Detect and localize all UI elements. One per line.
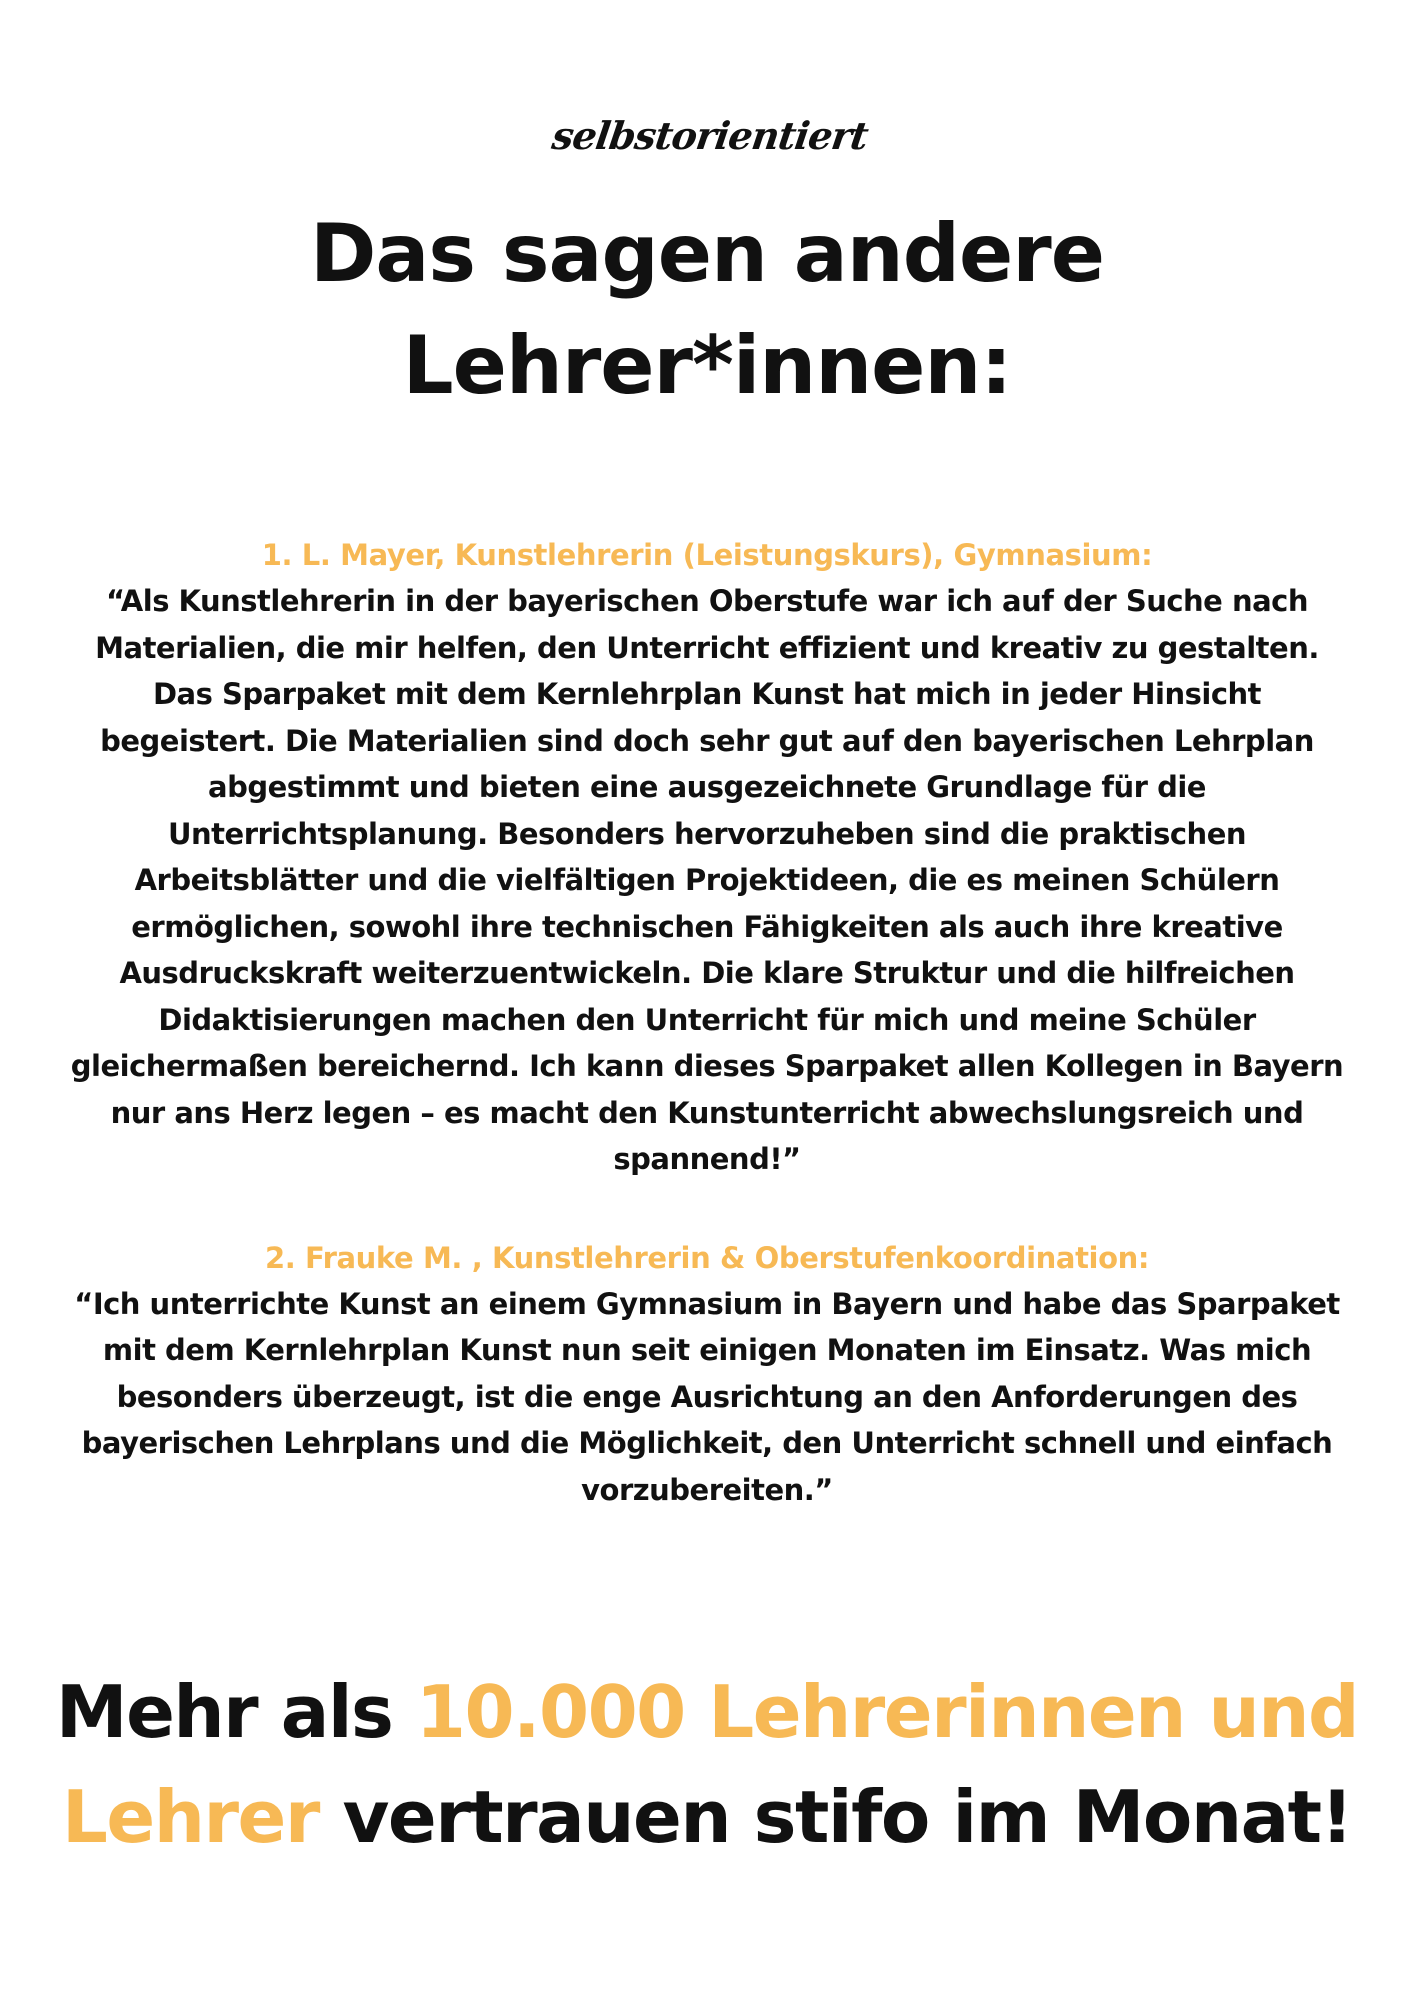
testimonial-divider-space <box>70 1183 1344 1235</box>
testimonial-author: 1. L. Mayer, Kunstlehrerin (Leistungskurs), Gymnasium: <box>261 538 1153 572</box>
testimonial-item <box>70 532 1344 1183</box>
testimonial-author: 2. Frauke M. , Kunstlehrerin & Oberstufenkoordination: <box>264 1240 1150 1275</box>
testimonials-section <box>70 532 1344 1513</box>
page-title-line-2: Lehrer*innen: <box>402 319 1012 412</box>
tagline <box>0 1660 1414 1870</box>
tagline-suffix: vertrauen stifo im Monat! <box>318 1775 1352 1859</box>
page-title <box>0 198 1414 422</box>
brand-logo: selbstorientiert <box>549 112 871 158</box>
tagline-prefix: Mehr als <box>55 1670 416 1754</box>
page-title-line-1: Das sagen andere <box>310 207 1104 300</box>
testimonial-quote: “Ich unterrichte Kunst an einem Gymnasium in Bayern und habe das Sparpaket mit dem Kernlehrplan Kunst nun seit einigen Monaten im Einsatz. Was mich besonders überzeugt, ist die enge Ausrichtung an den Anforderungen des bayerischen Lehrplans und die Möglichkeit, den Unterricht schnell und einfach vorzubereiten.” <box>74 1286 1340 1507</box>
tagline-highlight-count: 10.000 Lehrerinnen und <box>415 1670 1359 1754</box>
testimonial-item <box>70 1235 1344 1514</box>
tagline-highlight-teachers: Lehrer <box>62 1775 319 1859</box>
testimonial-quote: “Als Kunstlehrerin in der bayerischen Oberstufe war ich auf der Suche nach Materialien, die mir helfen, den Unterricht effizient und kreativ zu gestalten. Das Sparpaket mit dem Kernlehrplan Kunst hat mich in jeder Hinsicht begeistert. Die Materialien sind doch sehr gut auf den bayerischen Lehrplan abgestimmt und bieten eine ausgezeichnete Grundlage für die Unterrichtsplanung. Besonders hervorzuheben sind die praktischen Arbeitsblätter und die vielfältigen Projektideen, die es meinen Schülern ermöglichen, sowohl ihre technischen Fähigkeiten als auch ihre kreative Ausdruckskraft weiterzuentwickeln. Die klare Struktur und die hilfreichen Didaktisierungen machen den Unterricht für mich und meine Schüler gleichermaßen bereichernd. Ich kann dieses Sparpaket allen Kollegen in Bayern nur ans Herz legen – es macht den Kunstunterricht abwechslungsreich und spannend!” <box>70 584 1344 1176</box>
